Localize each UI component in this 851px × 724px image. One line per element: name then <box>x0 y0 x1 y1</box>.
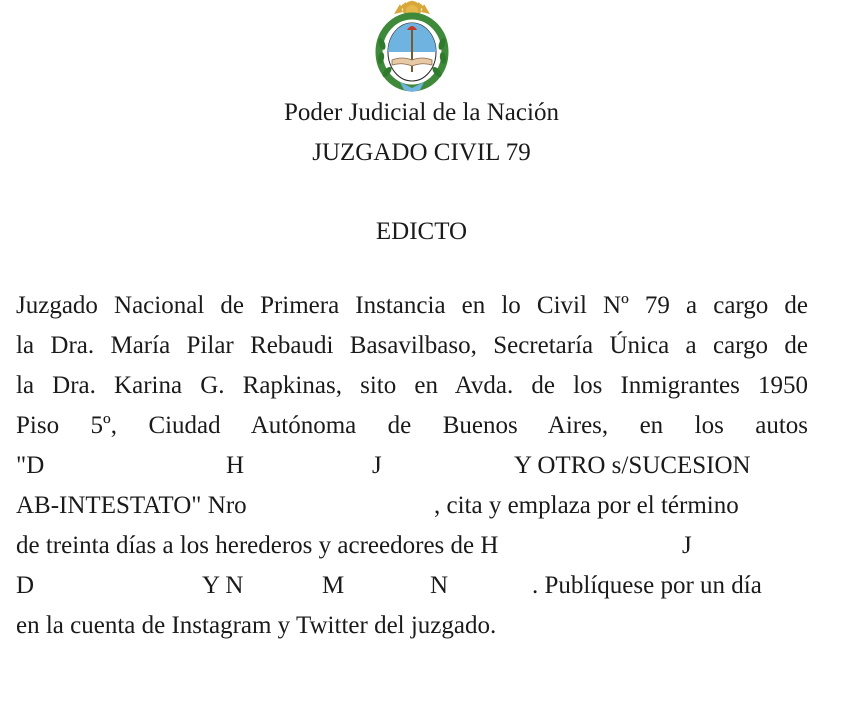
redacted-fragment: M <box>322 572 345 599</box>
redacted-fragment: "D <box>16 452 45 479</box>
body-line: la Dra. María Pilar Rebaudi Basavilbaso, Secretaría Única a cargo de <box>16 332 808 359</box>
body-line: Piso 5º, Ciudad Autónoma de Buenos Aires, en los autos <box>16 412 808 439</box>
body-line: Juzgado Nacional de Primera Instancia en lo Civil Nº 79 a cargo de <box>16 292 808 319</box>
case-title-fragment: Y OTRO s/SUCESION <box>514 452 751 479</box>
body-line: en la cuenta de Instagram y Twitter del juzgado. <box>16 612 497 639</box>
redacted-fragment: N <box>430 572 449 599</box>
redacted-fragment: Y N <box>202 572 244 599</box>
body-line-redacted <box>16 486 808 526</box>
document-title: EDICTO <box>375 218 468 245</box>
body-line: la Dra. Karina G. Rapkinas, sito en Avda. de los Inmigrantes 1950 <box>16 372 808 399</box>
edict-body <box>16 286 808 646</box>
body-line-redacted <box>16 526 808 566</box>
institution-name: Poder Judicial de la Nación <box>284 99 559 126</box>
redacted-fragment: H <box>226 452 245 479</box>
body-line-redacted <box>16 566 808 606</box>
case-type-fragment: AB-INTESTATO" Nro <box>16 492 247 519</box>
redacted-fragment: D <box>16 572 35 599</box>
redacted-fragment: J <box>372 452 382 479</box>
heirs-fragment: de treinta días a los herederos y acreedores de H <box>16 532 499 559</box>
summons-fragment: , cita y emplaza por el término <box>434 492 739 519</box>
court-name: JUZGADO CIVIL 79 <box>312 139 531 166</box>
publication-fragment: . Publíquese por un día <box>532 572 762 599</box>
body-line-redacted <box>16 446 808 486</box>
redacted-fragment: J <box>682 532 692 559</box>
argentine-coat-of-arms-icon <box>370 0 454 92</box>
